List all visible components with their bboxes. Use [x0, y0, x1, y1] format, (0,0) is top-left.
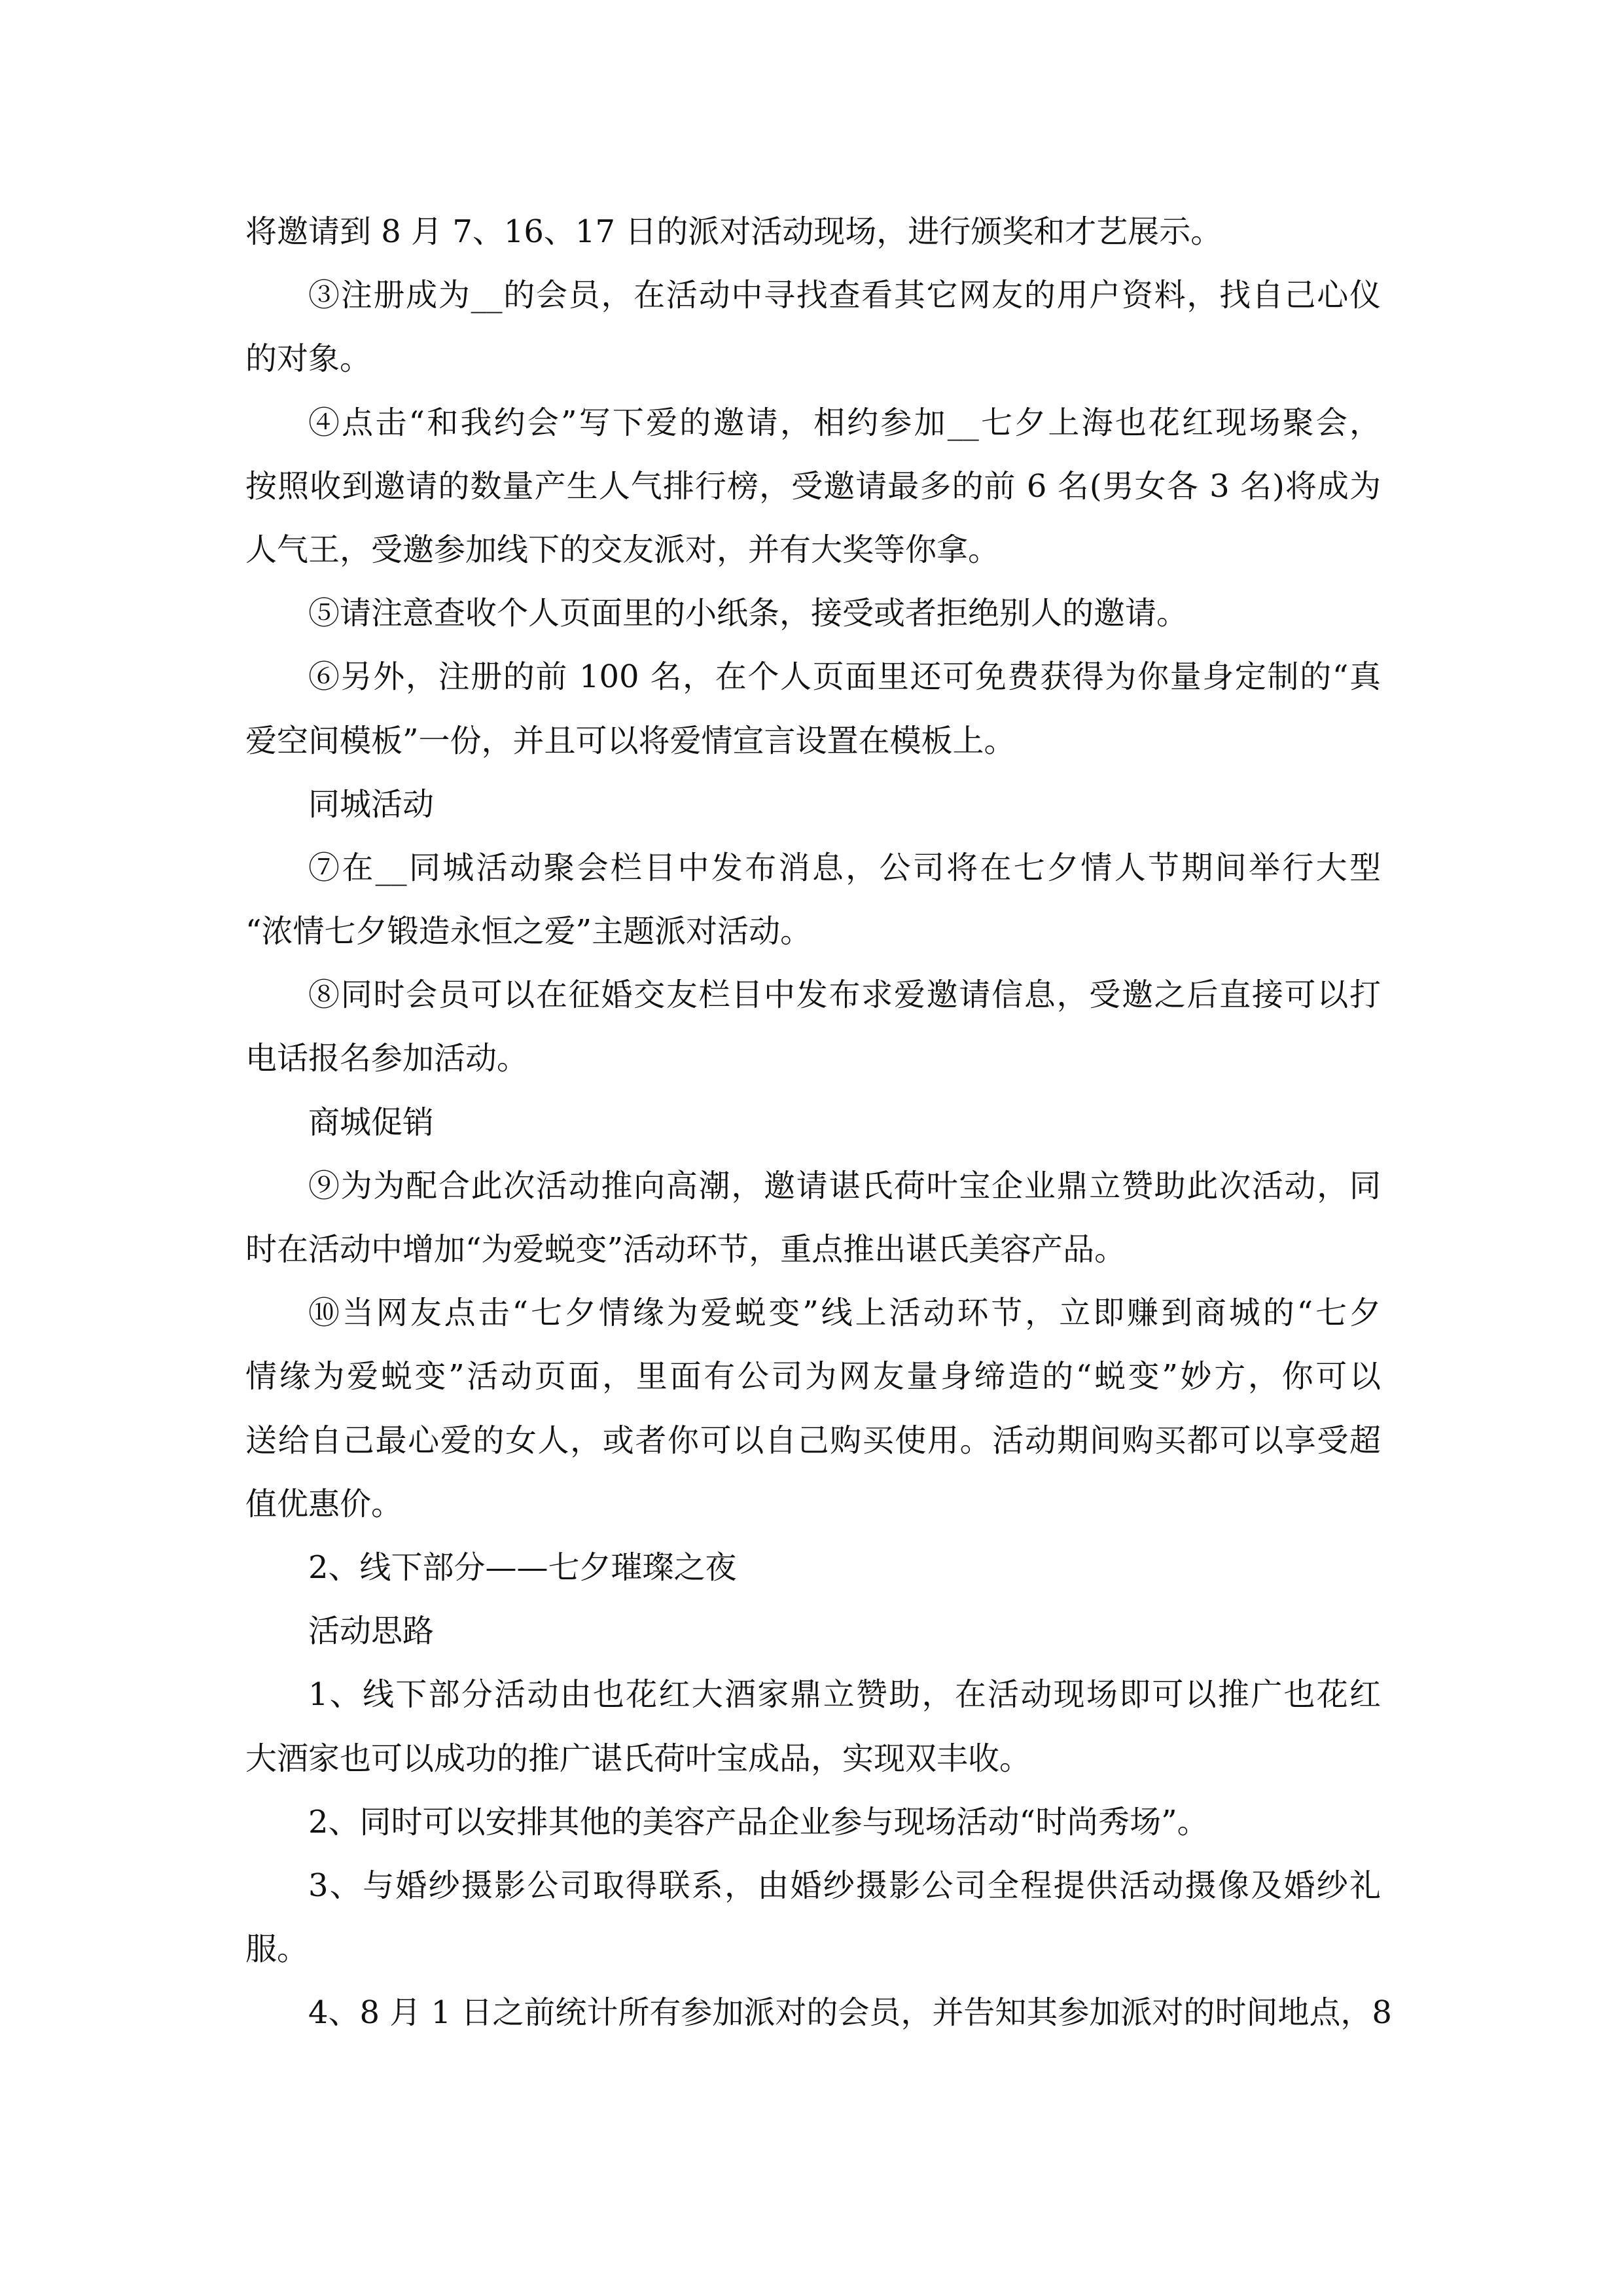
document-page	[245, 200, 1392, 2045]
text-line-21: 值优惠价。	[245, 1485, 403, 1522]
text-line-18: ⑩当网友点击“七夕情缘为爱蜕变”线上活动环节，立即赚到商城的“七夕	[308, 1295, 1381, 1332]
section-heading-same-city: 同城活动	[308, 785, 435, 823]
text-line-16: ⑨为为配合此次活动推向高潮，邀请谌氏荷叶宝企业鼎立赞助此次活动，同	[308, 1167, 1381, 1204]
section-heading-activity-ideas: 活动思路	[308, 1613, 435, 1650]
text-line-6: 人气王，受邀参加线下的交友派对，并有大奖等你拿。	[245, 531, 1000, 568]
text-line-27: 3、与婚纱摄影公司取得联系，由婚纱摄影公司全程提供活动摄像及婚纱礼	[308, 1867, 1381, 1904]
text-line-26: 2、同时可以安排其他的美容产品企业参与现场活动“时尚秀场”。	[308, 1803, 1209, 1840]
section-heading-mall-promotion: 商城促销	[308, 1103, 435, 1141]
text-line-9: 爱空间模板”一份，并且可以将爱情宣言设置在模板上。	[245, 722, 1016, 759]
text-line-25: 大酒家也可以成功的推广谌氏荷叶宝成品，实现双丰收。	[245, 1740, 1031, 1777]
text-line-3: 的对象。	[245, 340, 372, 378]
text-line-24: 1、线下部分活动由也花红大酒家鼎立赞助，在活动现场即可以推广也花红	[308, 1676, 1381, 1713]
paragraph-line	[245, 200, 1381, 264]
text-line-17: 时在活动中增加“为爱蜕变”活动环节，重点推出谌氏美容产品。	[245, 1231, 1126, 1268]
text-line-12: “浓情七夕锻造永恒之爱”主题派对活动。	[245, 913, 812, 950]
text-line-2: ③注册成为__的会员，在活动中寻找查看其它网友的用户资料，找自己心仪	[308, 277, 1381, 314]
section-heading-offline: 2、线下部分——七夕璀璨之夜	[308, 1549, 737, 1586]
text-line-19: 情缘为爱蜕变”活动页面，里面有公司为网友量身缔造的“蜕变”妙方，你可以	[245, 1358, 1381, 1395]
text-line-7: ⑤请注意查收个人页面里的小纸条，接受或者拒绝别人的邀请。	[308, 595, 1188, 632]
text-line-28: 服。	[245, 1931, 309, 1968]
text-line-1: 将邀请到 8 月 7、16、17 日的派对活动现场，进行颁奖和才艺展示。	[245, 213, 1222, 250]
text-line-8: ⑥另外，注册的前 100 名，在个人页面里还可免费获得为你量身定制的“真	[308, 658, 1381, 696]
text-line-14: 电话报名参加活动。	[245, 1040, 529, 1077]
text-line-4: ④点击“和我约会”写下爱的邀请，相约参加__七夕上海也花红现场聚会，	[308, 404, 1381, 441]
text-line-13: ⑧同时会员可以在征婚交友栏目中发布求爱邀请信息，受邀之后直接可以打	[308, 977, 1381, 1014]
text-line-11: ⑦在__同城活动聚会栏目中发布消息，公司将在七夕情人节期间举行大型	[308, 849, 1381, 886]
text-line-5: 按照收到邀请的数量产生人气排行榜，受邀请最多的前 6 名(男女各 3 名)将成为	[245, 467, 1381, 505]
text-line-29: 4、8 月 1 日之前统计所有参加派对的会员，并告知其参加派对的时间地点，8	[308, 1994, 1392, 2032]
text-line-20: 送给自己最心爱的女人，或者你可以自己购买使用。活动期间购买都可以享受超	[245, 1422, 1381, 1459]
